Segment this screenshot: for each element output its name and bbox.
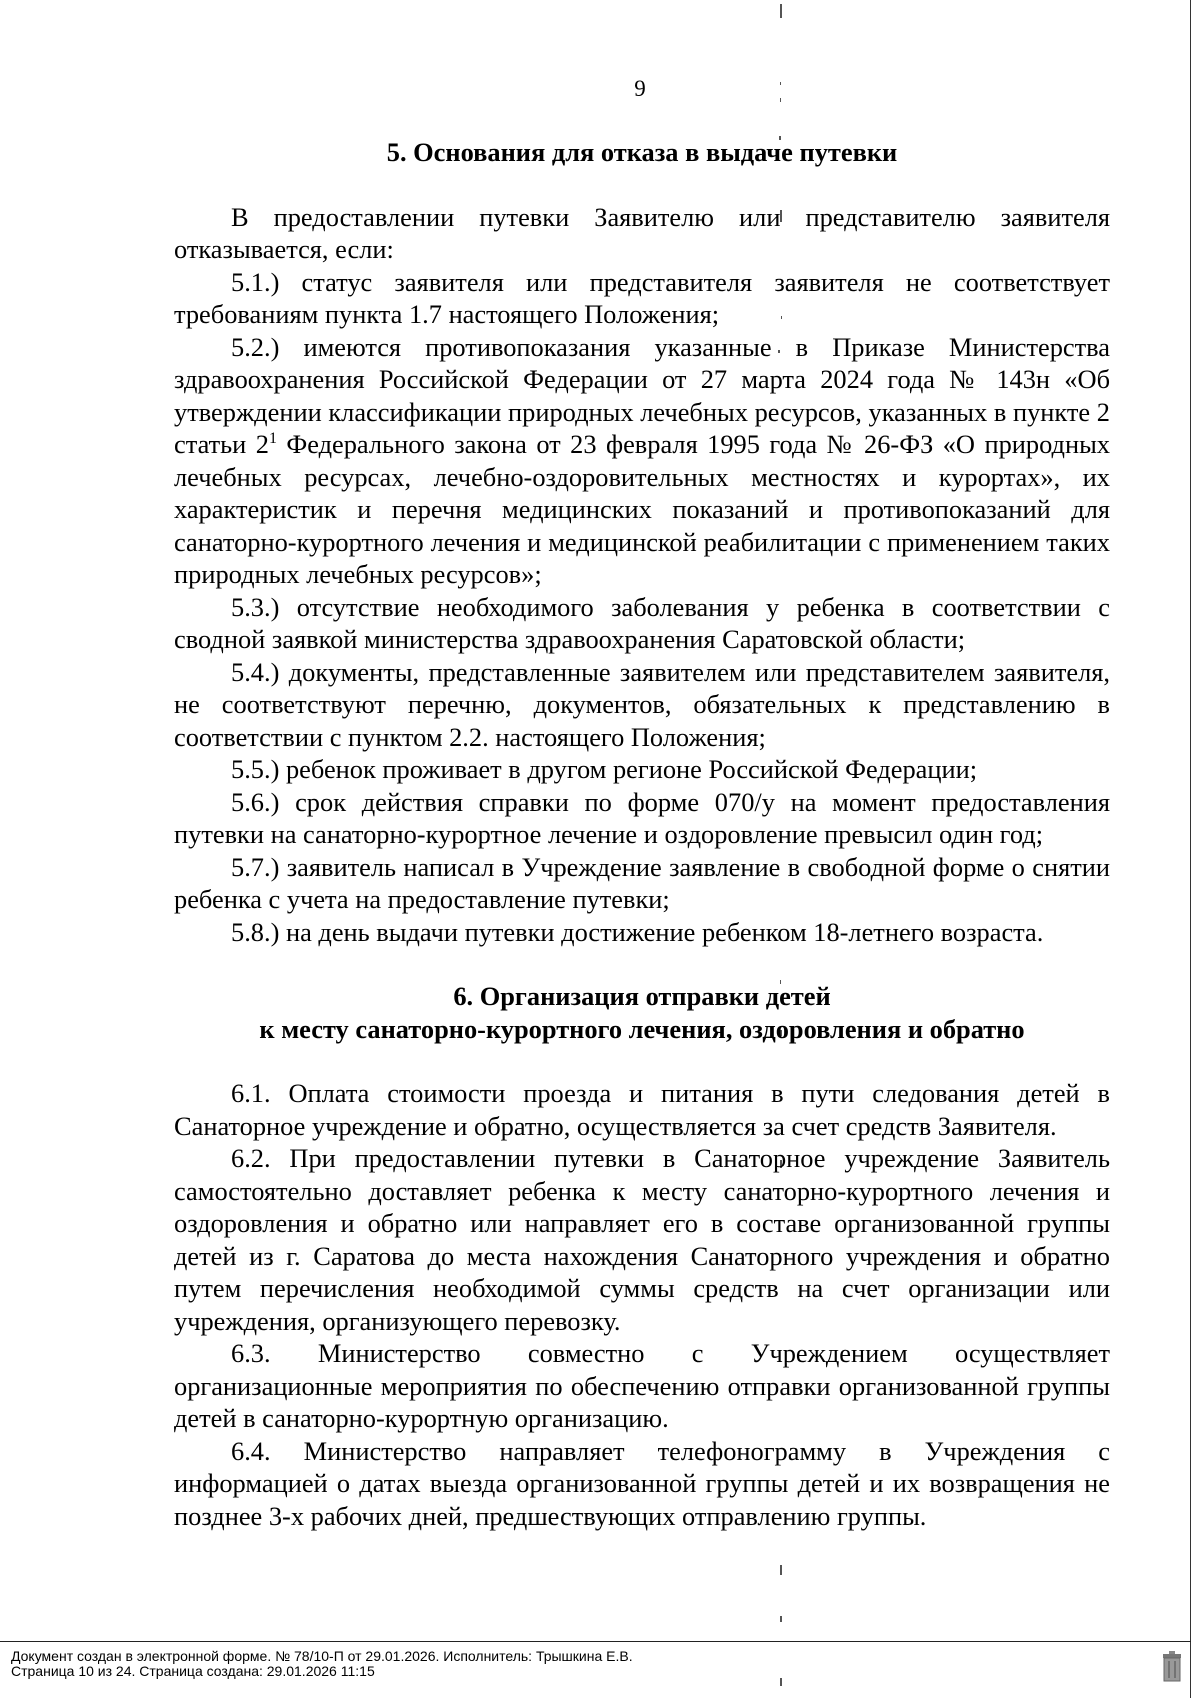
section5-intro: В предоставлении путевки Заявителю или представителю заявителя отказывается, если: — [174, 201, 1110, 264]
section6-paragraph-6-4: 6.4. Министерство направляет телефонограмму в Учреждения с информацией о датах выезда организованной группы детей и их возвращения не позднее 3-х рабочих дней, предшествующих отправлению группы. — [174, 1435, 1110, 1531]
footer-line-page-info: Страница 10 из 24. Страница создана: 29.01.2026 11:15 — [11, 1663, 375, 1679]
section5-item-5-8: 5.8.) на день выдачи путевки достижение ребенком 18-летнего возраста. — [231, 916, 1044, 947]
item52-text-part1: 5.2.) имеются противопоказания указанные в Приказе Министерства здравоохранения Российской Федерации от 27 марта 2024 года № 143н «Об утверждении классификации природных лечебных ресурсов, указанных в пункте 2 статьи 2 — [174, 331, 1110, 459]
section5-item-5-4: 5.4.) документы, представленные заявителем или представителем заявителя, не соответствуют перечню, документов, обязательных к представлению в соответствии с пунктом 2.2. настоящего Положения; — [174, 656, 1110, 752]
item52-superscript: 1 — [268, 430, 277, 448]
page-number: 9 — [634, 76, 646, 101]
item52-text-part2: Федерального закона от 23 февраля 1995 года № 26-ФЗ «О природных лечебных ресурсах, лечебно-оздоровительных местностях и курортах», их характеристик и перечня медицинских показаний и противопоказаний для санаторно-курортного лечения и медицинской реабилитации с применением таких природных лечебных ресурсов»; — [174, 429, 1110, 589]
section6-paragraph-6-1: 6.1. Оплата стоимости проезда и питания в пути следования детей в Санаторное учреждение и обратно, осуществляется за счет средств Заявителя. — [174, 1078, 1110, 1141]
trash-bin-icon — [1162, 1650, 1182, 1682]
document-body — [174, 136, 1110, 1532]
section6-paragraph-6-3: 6.3. Министерство совместно с Учреждением осуществляет организационные мероприятия по обеспечению отправки организованной группы детей в санаторно-курортную организацию. — [174, 1338, 1110, 1433]
section6-title-line2: к месту санаторно-курортного лечения, оздоровления и обратно — [259, 1013, 1025, 1044]
section6-title — [174, 980, 1110, 1045]
section6-paragraph-6-2: 6.2. При предоставлении путевки в Санаторное учреждение Заявитель самостоятельно доставляет ребенка к месту санаторно-курортного лечения и оздоровления и обратно или направляет его в составе организованной группы детей из г. Саратова до места нахождения Санаторного учреждения и обратно путем перечисления необходимой суммы средств на счет организации или учреждения, организующего перевозку. — [174, 1143, 1110, 1336]
section5-item-5-3: 5.3.) отсутствие необходимого заболевания у ребенка в соответствии с сводной заявкой министерства здравоохранения Саратовской области; — [174, 591, 1110, 654]
section5-item-5-1: 5.1.) статус заявителя или представителя заявителя не соответствует требованиям пункта 1.7 настоящего Положения; — [174, 266, 1110, 329]
section5-item-5-2 — [174, 331, 1110, 591]
footer-line-document-info: Документ создан в электронной форме. № 78/10-П от 29.01.2026. Исполнитель: Трышкина Е.В. — [11, 1648, 633, 1664]
section5-item-5-5: 5.5.) ребенок проживает в другом регионе Российской Федерации; — [231, 754, 978, 784]
section5-title: 5. Основания для отказа в выдаче путевки — [386, 137, 898, 167]
document-footer — [0, 1641, 1191, 1698]
section6-title-line1: 6. Организация отправки детей — [453, 981, 831, 1011]
section5-item-5-7: 5.7.) заявитель написал в Учреждение заявление в свободной форме о снятии ребенка с учета на предоставление путевки; — [174, 851, 1110, 914]
section5-item-5-6: 5.6.) срок действия справки по форме 070/у на момент предоставления путевки на санаторно-курортное лечение и оздоровление превысил один год; — [174, 786, 1110, 849]
